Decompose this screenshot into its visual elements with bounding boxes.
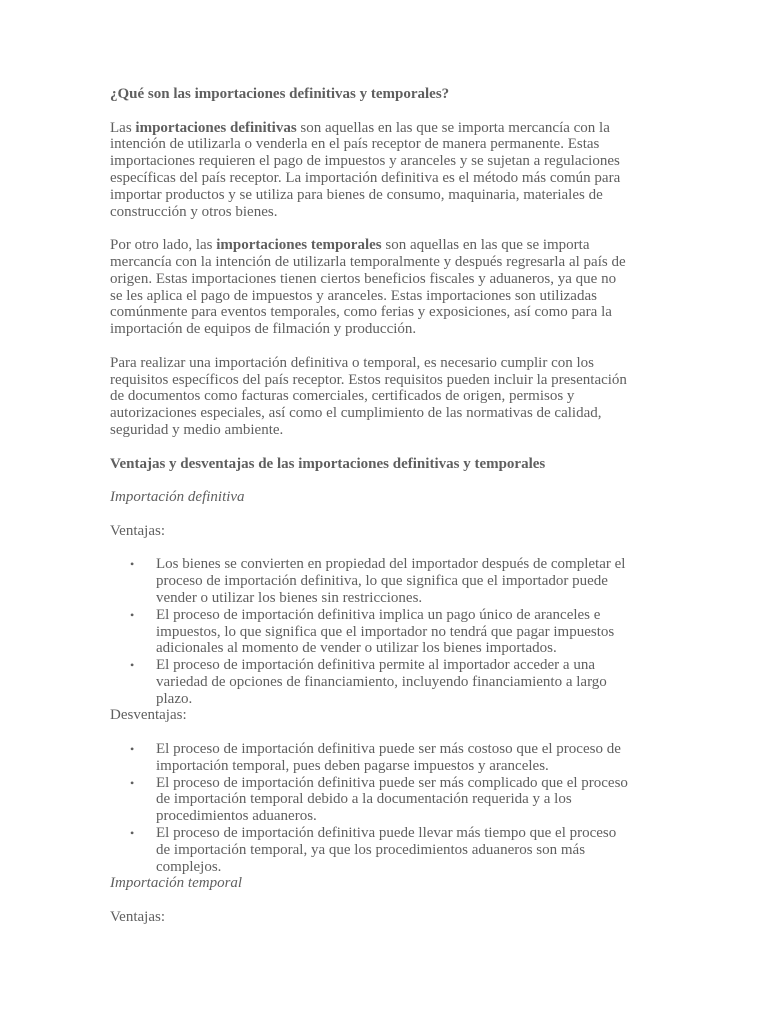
paragraph-text: Las xyxy=(110,119,136,136)
desventajas-label: Desventajas: xyxy=(110,707,187,724)
list-item-text: El proceso de importación definitiva puede ser más costoso que el proceso de importación temporal, pues deben pagarse impuestos y aranceles. xyxy=(156,741,621,774)
list-item-text: El proceso de importación definitiva implica un pago único de aranceles e impuestos, lo que significa que el importador no tendrá que pagar impuestos adicionales al momento de vender o utilizar los bienes importados. xyxy=(156,606,615,657)
bold-term: importaciones temporales xyxy=(216,237,382,254)
section-title: Ventajas y desventajas de las importaciones definitivas y temporales xyxy=(110,455,546,472)
bullet-icon: • xyxy=(130,775,135,790)
document-page xyxy=(110,86,630,943)
list-item xyxy=(110,657,630,707)
list-item xyxy=(110,607,630,657)
paragraph-text: son aquellas en las que se importa mercancía con la intención de utilizarla o venderla en el país receptor de manera permanente. Estas importaciones requieren el pago de impuestos y aranceles y se sujetan a regulaciones específicas del país receptor. La importación definitiva es el método más común para importar productos y se utiliza para bienes de consumo, maquinaria, materiales de construcción y otros bienes. xyxy=(110,119,621,220)
list-item-text: El proceso de importación definitiva puede llevar más tiempo que el proceso de importación temporal, ya que los procedimientos aduaneros son más complejos. xyxy=(156,825,617,875)
bullet-icon: • xyxy=(130,557,135,572)
list-item xyxy=(110,775,630,825)
document-title: ¿Qué son las importaciones definitivas y temporales? xyxy=(110,86,450,102)
bullet-icon: • xyxy=(130,742,135,757)
bullet-icon: • xyxy=(130,607,135,622)
bullet-icon: • xyxy=(130,826,135,841)
list-item xyxy=(110,825,630,875)
paragraph-temporales xyxy=(110,237,630,338)
list-item-text: El proceso de importación definitiva puede ser más complicado que el proceso de importación temporal debido a la documentación requerida y a los procedimientos aduaneros. xyxy=(156,774,628,825)
desventajas-list xyxy=(110,741,630,875)
list-item xyxy=(110,556,630,606)
list-item-text: Los bienes se convierten en propiedad del importador después de completar el proceso de importación definitiva, lo que significa que el importador puede vender o utilizar los bienes sin restricciones. xyxy=(156,556,626,606)
paragraph-text: Por otro lado, las xyxy=(110,237,217,254)
paragraph-text: son aquellas en las que se importa mercancía con la intención de utilizarla temporalmente y después regresarla al país de origen. Estas importaciones tienen ciertos beneficios fiscales y aduaneros, ya que no se les aplica el pago de impuestos y aranceles. Estas importaciones son utilizadas comúnmente para eventos temporales, como ferias y exposiciones, así como para la importación de equipos de filmación y producción. xyxy=(110,237,626,338)
bullet-icon: • xyxy=(130,658,135,673)
paragraph-requisitos: Para realizar una importación definitiva o temporal, es necesario cumplir con los requisitos específicos del país receptor. Estos requisitos pueden incluir la presentación de documentos como facturas comerciales, certificados de origen, permisos y autorizaciones especiales, así como el cumplimiento de las normativas de calidad, seguridad y medio ambiente. xyxy=(110,354,627,438)
ventajas-label: Ventajas: xyxy=(110,522,165,539)
list-item xyxy=(110,741,630,775)
subtitle-temporal: Importación temporal xyxy=(110,875,243,892)
subtitle-definitiva: Importación definitiva xyxy=(110,489,245,506)
bold-term: importaciones definitivas xyxy=(135,119,297,136)
list-item-text: El proceso de importación definitiva permite al importador acceder a una variedad de opciones de financiamiento, incluyendo financiamiento a largo plazo. xyxy=(156,657,607,707)
ventajas-list xyxy=(110,556,630,707)
ventajas-label-temporal: Ventajas: xyxy=(110,909,165,926)
paragraph-definitivas xyxy=(110,120,630,221)
